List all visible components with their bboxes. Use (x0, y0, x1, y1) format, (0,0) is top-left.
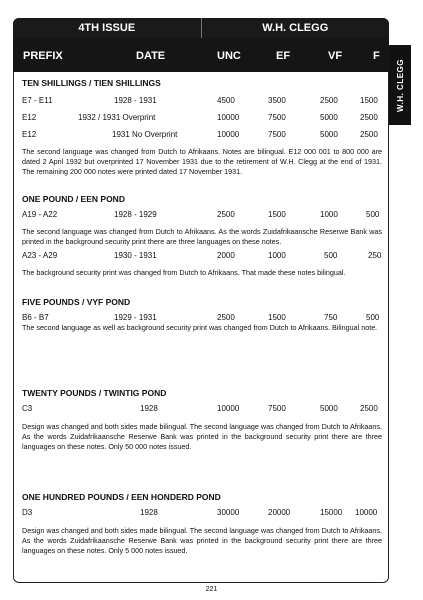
cell-date: 1928 (140, 404, 158, 413)
cell-unc: 2500 (217, 313, 235, 322)
cell-unc: 2500 (217, 210, 235, 219)
table-row (22, 130, 384, 142)
section-note: The second language as well as background security print was changed from Dutch to Afrikaans. Bilingual note. (22, 323, 378, 332)
cell-f: 2500 (360, 113, 378, 122)
cell-prefix: E12 (22, 130, 37, 139)
side-tab (389, 45, 411, 125)
cell-f: 500 (366, 210, 380, 219)
cell-date: 1929 - 1931 (114, 313, 157, 322)
table-row (22, 210, 384, 222)
cell-ef: 7500 (268, 130, 286, 139)
cell-prefix: E7 - E11 (22, 96, 53, 105)
section-title: ONE POUND / EEN POND (22, 194, 125, 204)
table-row (22, 113, 384, 125)
cell-unc: 10000 (217, 113, 240, 122)
cell-vf: 1000 (320, 210, 338, 219)
table-row (22, 404, 384, 416)
table-row (22, 251, 384, 263)
table-row (22, 508, 384, 520)
col-ef: EF (276, 50, 291, 62)
section-note: The background security print was changed from Dutch to Afrikaans. That made these notes bilingual. (22, 268, 346, 277)
section-note: The second language was changed from Dutch to Afrikaans. As the words Zuidafrikaansche Reserwe Bank was printed in the background security print there are three languages on these notes. (22, 227, 382, 247)
cell-unc: 10000 (217, 404, 240, 413)
cell-ef: 20000 (268, 508, 291, 517)
section-title: FIVE POUNDS / VYF POND (22, 297, 131, 307)
cell-ef: 7500 (268, 404, 286, 413)
section-title: TEN SHILLINGS / TIEN SHILLINGS (22, 78, 161, 88)
cell-vf: 750 (324, 313, 338, 322)
cell-date: 1931 No Overprint (112, 130, 178, 139)
col-unc: UNC (217, 50, 241, 62)
column-header-bar (13, 38, 389, 72)
cell-ef: 1500 (268, 313, 286, 322)
section-note: Design was changed and both sides made bilingual. The second language was changed from Dutch to Afrikaans. As the words Zuidafrikaansche Reserwe Bank was printed in the background security print there are three languages on these notes. Only 50 000 notes issued. (22, 422, 382, 452)
cell-vf: 15000 (320, 508, 343, 517)
cell-unc: 30000 (217, 508, 240, 517)
cell-f: 1500 (360, 96, 378, 105)
cell-f: 250 (368, 251, 382, 260)
cell-date: 1930 - 1931 (114, 251, 157, 260)
signatory-title: W.H. CLEGG (262, 22, 329, 34)
col-f: F (373, 50, 380, 62)
cell-prefix: E12 (22, 113, 37, 122)
cell-date: 1932 / 1931 Overprint (78, 113, 156, 122)
col-prefix: PREFIX (23, 50, 63, 62)
cell-prefix: B6 - B7 (22, 313, 49, 322)
cell-vf: 5000 (320, 113, 338, 122)
cell-ef: 3500 (268, 96, 286, 105)
cell-date: 1928 (140, 508, 158, 517)
cell-f: 2500 (360, 130, 378, 139)
cell-unc: 10000 (217, 130, 240, 139)
cell-vf: 500 (324, 251, 338, 260)
section-note: The second language was changed from Dutch to Afrikaans. Notes are bilingual. E12 000 001 to 800 000 are dated 2 April 1932 but overprinted 17 November 1931 due to the retirement of W.H. Clegg at the end of 1931. The remaining 200 000 notes were printed dated 17 November 1931. (22, 147, 382, 177)
section-note: Design was changed and both sides made bilingual. The second language was changed from Dutch to Afrikaans. As the words Zuidafrikaansche Reserwe Bank was printed in the background security print there are three languages on these notes. Only 5 000 notes issued. (22, 526, 382, 556)
col-vf: VF (328, 50, 343, 62)
cell-unc: 4500 (217, 96, 235, 105)
table-row (22, 96, 384, 108)
side-tab-label: W.H. CLEGG (395, 58, 405, 112)
cell-date: 1928 - 1929 (114, 210, 157, 219)
cell-prefix: A19 - A22 (22, 210, 58, 219)
cell-f: 2500 (360, 404, 378, 413)
section-title: TWENTY POUNDS / TWINTIG POND (22, 388, 167, 398)
cell-vf: 5000 (320, 130, 338, 139)
cell-prefix: D3 (22, 508, 33, 517)
page-number: 221 (205, 586, 218, 593)
cell-f: 500 (366, 313, 380, 322)
header-top-bar (13, 18, 389, 38)
cell-ef: 1500 (268, 210, 286, 219)
cell-vf: 2500 (320, 96, 338, 105)
issue-title: 4TH ISSUE (13, 18, 202, 38)
cell-f: 10000 (355, 508, 378, 517)
cell-date: 1928 - 1931 (114, 96, 157, 105)
cell-ef: 1000 (268, 251, 286, 260)
cell-unc: 2000 (217, 251, 235, 260)
cell-prefix: A23 - A29 (22, 251, 58, 260)
cell-prefix: C3 (22, 404, 33, 413)
cell-vf: 5000 (320, 404, 338, 413)
section-title: ONE HUNDRED POUNDS / EEN HONDERD POND (22, 492, 221, 502)
cell-ef: 7500 (268, 113, 286, 122)
col-date: DATE (136, 50, 166, 62)
